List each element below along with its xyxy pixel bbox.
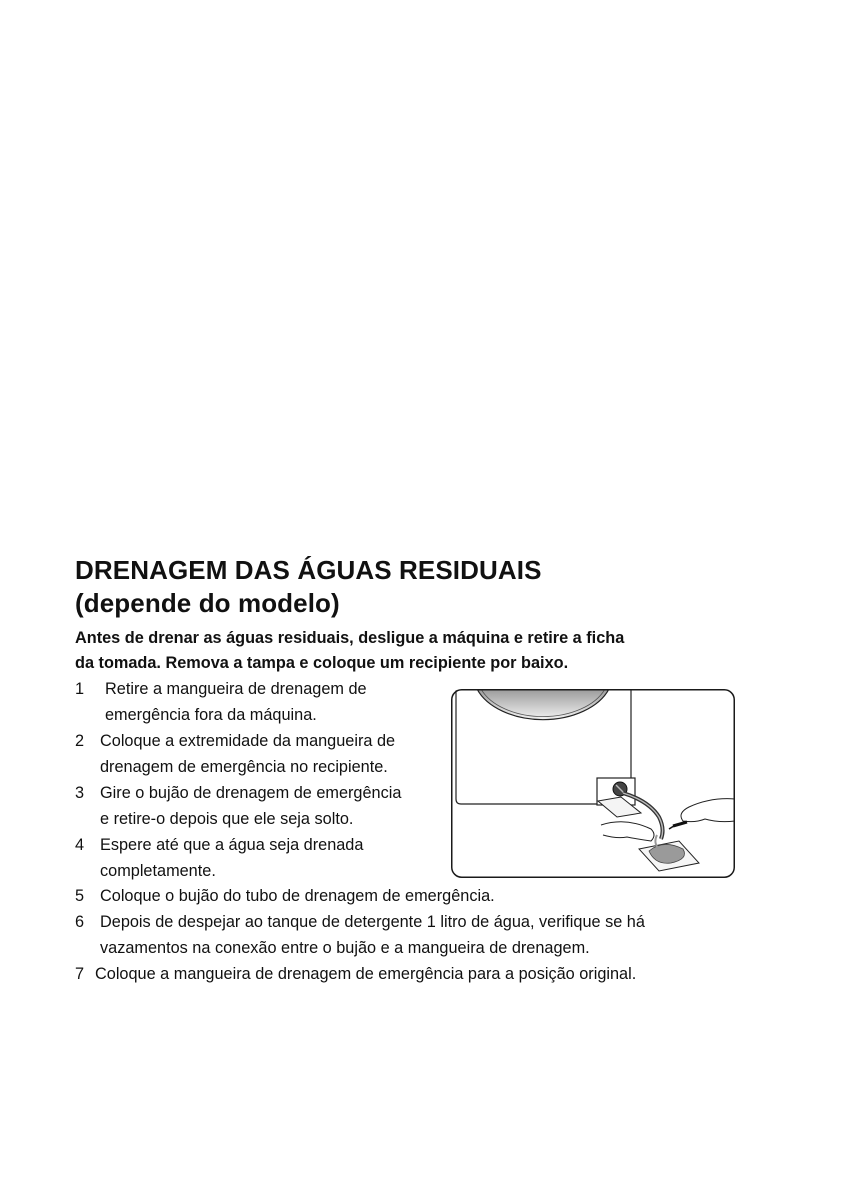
step-number: 2 [75, 732, 85, 750]
intro-warning [75, 626, 775, 675]
step-number: 3 [75, 784, 85, 802]
step-text: vazamentos na conexão entre o bujão e a mangueira de drenagem. [100, 939, 590, 957]
intro-line-1: Antes de drenar as águas residuais, desligue a máquina e retire a ficha [75, 629, 625, 647]
step-text: Espere até que a água seja drenada [100, 836, 364, 854]
step-text: completamente. [100, 862, 216, 880]
step-text: Coloque a mangueira de drenagem de emergência para a posição original. [95, 965, 637, 983]
title-line-2: (depende do modelo) [75, 588, 340, 618]
step-text: Depois de despejar ao tanque de detergente 1 litro de água, verifique se há [100, 913, 645, 931]
drain-hose-illustration-icon [451, 689, 735, 878]
step-text: Retire a mangueira de drenagem de [105, 680, 367, 698]
step-text: Gire o bujão de drenagem de emergência [100, 784, 402, 802]
step-text: Coloque o bujão do tubo de drenagem de emergência. [100, 887, 495, 905]
step-number: 7 [75, 965, 85, 983]
step-text: e retire-o depois que ele seja solto. [100, 810, 354, 828]
step-text: emergência fora da máquina. [105, 706, 317, 724]
step-number: 6 [75, 913, 85, 931]
intro-line-2: da tomada. Remova a tampa e coloque um recipiente por baixo. [75, 653, 569, 672]
title-line-1: DRENAGEM DAS ÁGUAS RESIDUAIS [75, 555, 542, 585]
step-text: Coloque a extremidade da mangueira de [100, 732, 396, 750]
step-number: 1 [75, 680, 85, 698]
step-text: drenagem de emergência no recipiente. [100, 758, 388, 776]
step-number: 4 [75, 836, 85, 854]
page-title [75, 554, 542, 620]
step-number: 5 [75, 887, 85, 905]
